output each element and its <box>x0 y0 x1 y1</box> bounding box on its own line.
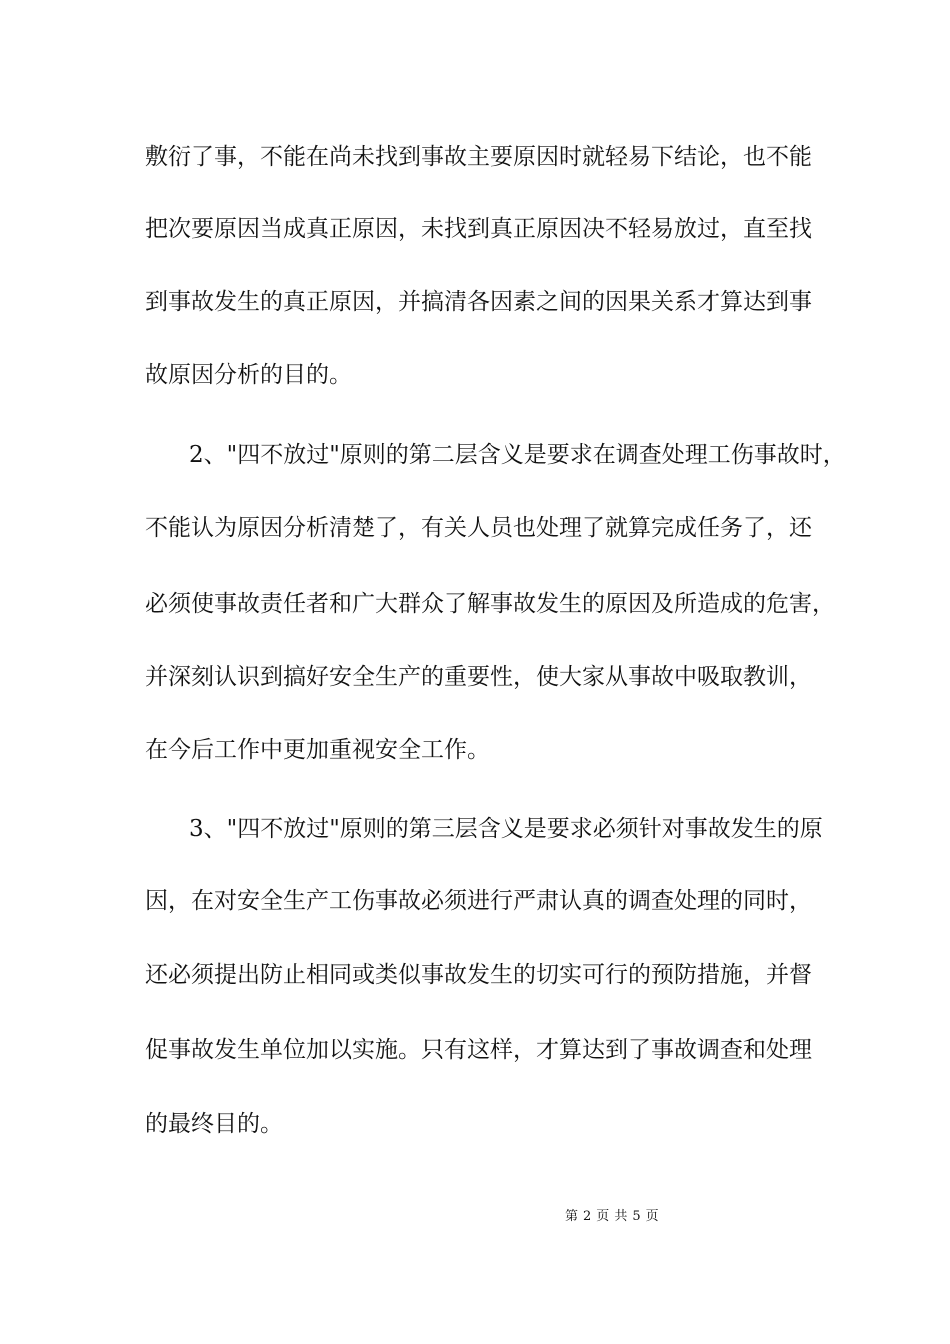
paragraph-3-line-4: 促事故发生单位加以实施。只有这样，才算达到了事故调查和处理 <box>145 1037 812 1063</box>
paragraph-2-line-2: 不能认为原因分析清楚了，有关人员也处理了就算完成任务了，还 <box>145 515 812 541</box>
footer-current-page: 2 <box>583 1209 592 1224</box>
paragraph-1-line-1: 敷衍了事，不能在尚未找到事故主要原因时就轻易下结论，也不能 <box>145 144 812 170</box>
paragraph-3-line-3: 还必须提出防止相同或类似事故发生的切实可行的预防措施，并督 <box>145 962 812 988</box>
paragraph-3-line-2: 因，在对安全生产工伤事故必须进行严肃认真的调查处理的同时， <box>145 888 812 914</box>
footer-total-prefix: 共 <box>614 1209 628 1224</box>
paragraph-2-line-4: 并深刻认识到搞好安全生产的重要性，使大家从事故中吸取教训， <box>145 664 812 690</box>
paragraph-1-line-2: 把次要原因当成真正原因，未找到真正原因决不轻易放过，直至找 <box>145 216 812 242</box>
paragraph-2-line-3: 必须使事故责任者和广大群众了解事故发生的原因及所造成的危害， <box>145 591 835 617</box>
paragraph-2-line-5: 在今后工作中更加重视安全工作。 <box>145 737 490 763</box>
paragraph-2-line-1: 2、"四不放过"原则的第二层含义是要求在调查处理工伤事故时， <box>189 442 846 468</box>
footer-prefix: 第 <box>565 1209 579 1224</box>
footer-suffix: 页 <box>645 1209 659 1224</box>
page-number-footer <box>565 1208 664 1226</box>
paragraph-3-line-5: 的最终目的。 <box>145 1111 283 1137</box>
footer-total-pages: 5 <box>632 1209 641 1224</box>
paragraph-1-line-3: 到事故发生的真正原因，并搞清各因素之间的因果关系才算达到事 <box>145 289 812 315</box>
footer-page-unit: 页 <box>596 1209 610 1224</box>
paragraph-1-line-4: 故原因分析的目的。 <box>145 362 352 388</box>
paragraph-3-line-1: 3、"四不放过"原则的第三层含义是要求必须针对事故发生的原 <box>189 816 823 842</box>
